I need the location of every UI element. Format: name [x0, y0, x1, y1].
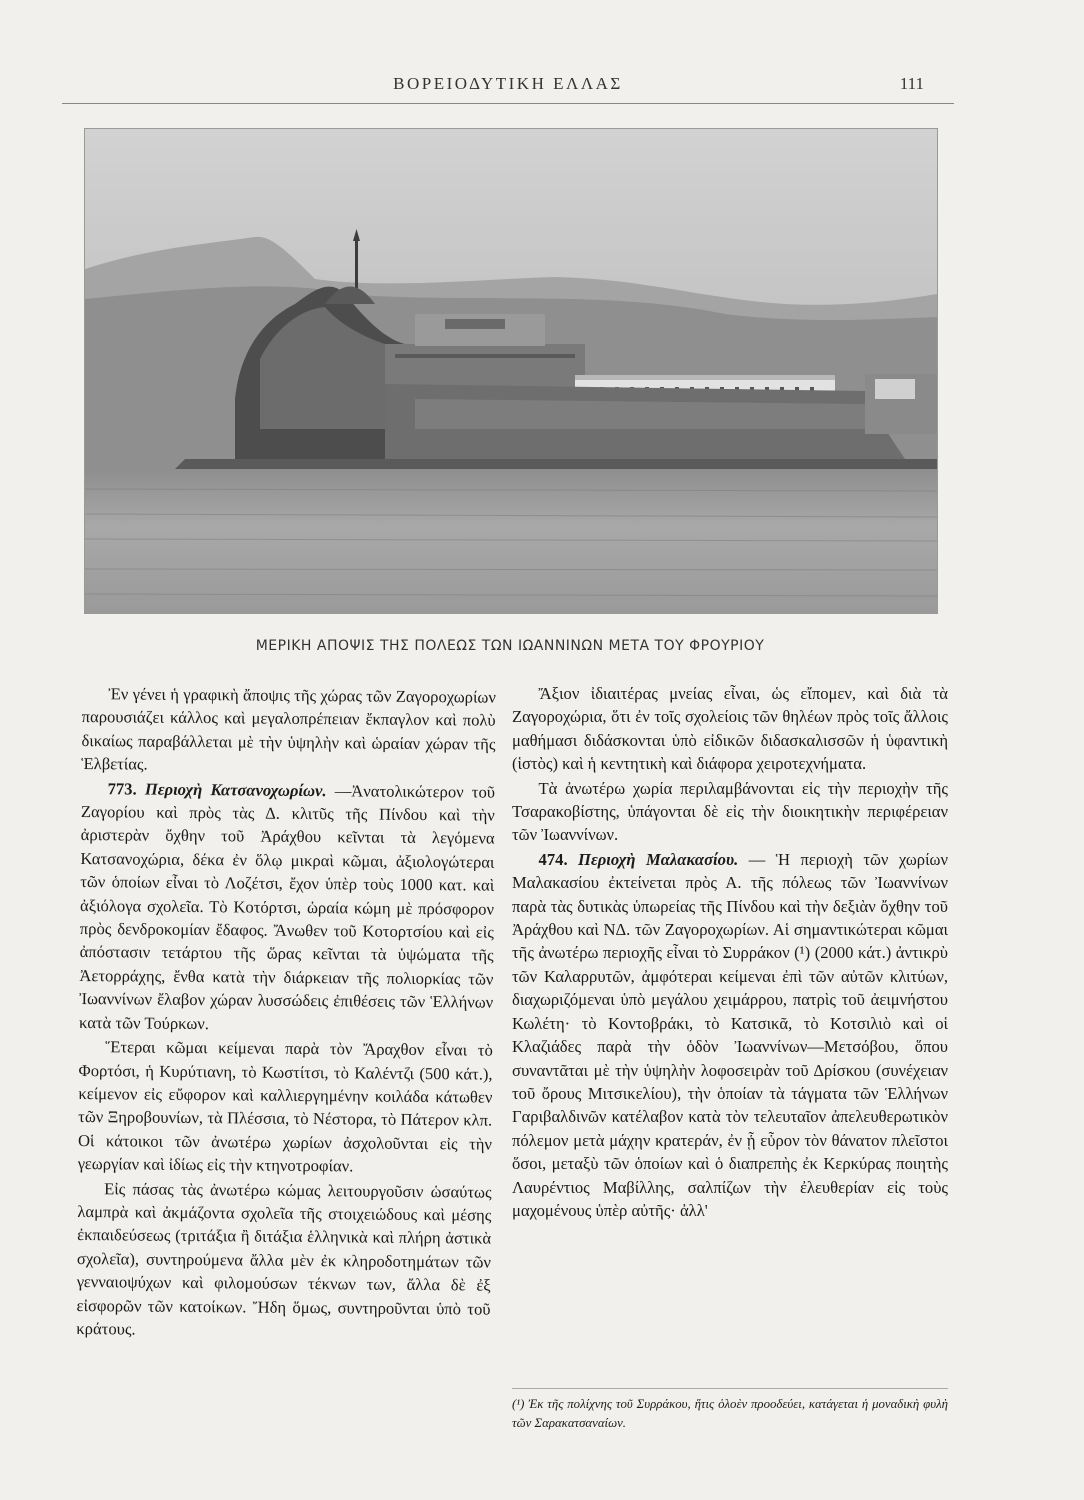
section-number: 773.	[107, 778, 137, 799]
page-header	[62, 70, 954, 104]
right-column	[512, 682, 948, 1223]
section-body: — Ἡ περιοχὴ τῶν χωρίων Μαλακασίου ἐκτείνεται πρὸς Α. τῆς πόλεως τῶν Ἰωαννίνων παρὰ τὰς δυτικὰς ὑπωρείας τῆς Πίνδου καὶ τὴν δεξιὰν ὄχθην τοῦ Ἀράχθου καὶ ΝΔ. τῶν Ζαγοροχωρίων. Αἱ σημαντικώτεραι κῶμαι τῆς ἀνωτέρω περιοχῆς εἶναι τὸ Συρράκον (¹) (2000 κάτ.) ἀντικρὺ τῶν Καλαρρυτῶν, ἀμφότεραι κείμεναι ἐπὶ τῶν αὐτῶν κλιτύων, διαχωριζόμεναι ὑπὸ μεγάλου χειμάρρου, πατρὶς τοῦ ἀειμνήστου Κωλέτη· τὸ Κοντοβράκι, τὸ Κατσικᾶ, τὸ Κοτσιλιὸ καὶ οἱ Κλαζιάδες παρὰ τὴν ὁδὸν Ἰωαννίνων—Μετσόβου, ὅπου συναντᾶται μὲ τὴν ὑψηλὴν λοφοσειρὰν τοῦ Δρίσκου (συνέχειαν τοῦ ὄρους Μιτσικελίου), τὴν ὁποίαν τὰ τάγματα τῶν Ἑλλήνων Γαριβαλδινῶν κατέλαβον κατὰ τὸν τελευταῖον ἀπελευθερωτικὸν πόλεμον μετὰ μάχην κρατεράν, ἐν ᾗ εὗρον τὸν θάνατον πλεῖστοι ὅσοι, μεταξὺ τῶν ὁποίων καὶ ὁ διαπρεπὴς ἐκ Κερκύρας ποιητὴς Λαυρέντιος Μαβίλλης, σαλπίζων τὴν ἐλευθερίαν εἰς τοὺς μαχομένους ὑπὲρ αὐτῆς· ἀλλ'	[512, 849, 948, 1220]
paragraph-schools: Εἰς πάσας τὰς ἀνωτέρω κώμας λειτουργοῦσιν ὡσαύτως λαμπρὰ καὶ ἀκμάζοντα σχολεῖα τῆς στοιχειώδους καὶ μέσης ἐκπαιδεύσεως (τριτάξια ἢ διτάξια ἑλληνικὰ καὶ πλήρη ἀστικὰ σχολεῖα), συντηρούμενα ἄλλα μὲν ἐκ κληροδοτημάτων τῶν γενναιοψύχων καὶ φιλομούσων τέκνων των, ἄλλα δὲ ἐξ εἰσφορῶν τῶν κατοίκων. Ἤδη ὅμως, συντηροῦνται ὑπὸ τοῦ κράτους.	[76, 1178, 492, 1339]
header-rule	[62, 103, 954, 104]
paragraph-girls-schools: Ἄξιον ἰδιαιτέρας μνείας εἶναι, ὡς εἴπομεν, καὶ διὰ τὰ Ζαγοροχώρια, ὅτι ἐν τοῖς σχολείοις τῶν θηλέων πρὸς τοῖς ἄλλοις μαθήμασι διδάσκονται ὑπὸ εἰδικῶν διδασκαλισσῶν ἡ ὑφαντικὴ (ἱστὸς) καὶ ἡ κεντητικὴ καὶ διάφορα χειροτεχνήματα.	[512, 684, 948, 774]
section-heading: Περιοχὴ Μαλακασίου.	[578, 849, 739, 869]
left-column	[76, 682, 496, 1345]
paragraph-arachthos-villages: Ἕτεραι κῶμαι κείμεναι παρὰ τὸν Ἄραχθον εἶναι τὸ Φορτόσι, ἡ Κυρύτιανη, τὸ Κωστίτσι, τὸ Καλέντζι (500 κάτ.), κείμενον εἰς εὔφορον καὶ καλλιεργημένην κοιλάδα κάτωθεν τῶν Ξηροβουνίων, τὰ Πλέσσια, τὸ Νέστορα, τὸ Πάτερον κλπ. Οἱ κάτοικοι τῶν ἀνωτέρω χωρίων ἀσχολοῦνται εἰς τὴν γεωργίαν καὶ ἰδίως εἰς τὴν κτηνοτροφίαν.	[77, 1037, 493, 1176]
running-title: ΒΟΡΕΙΟΔΥΤΙΚΗ ΕΛΛΑΣ	[393, 74, 623, 93]
figure-caption: ΜΕΡΙΚΗ ΑΠΟΨΙΣ ΤΗΣ ΠΟΛΕΩΣ ΤΩΝ ΙΩΑΝΝΙΝΩΝ ΜΕΤΑ ΤΟΥ ΦΡΟΥΡΙΟΥ	[255, 638, 765, 654]
footnote: (¹) Ἐκ τῆς πολίχνης τοῦ Συρράκου, ἥτις ὁλοὲν προοδεύει, κατάγεται ἡ μοναδικὴ φυλὴ τῶν Σαρακατσαναίων.	[512, 1388, 948, 1433]
page-number: 111	[899, 74, 924, 93]
section-heading: Περιοχὴ Κατσανοχωρίων.	[144, 779, 327, 800]
ioannina-castle-photo	[84, 128, 938, 614]
paragraph-zagori-landscape: Ἐν γένει ἡ γραφικὴ ἄποψις τῆς χώρας τῶν Ζαγοροχωρίων παρουσιάζει κάλλος καὶ μεγαλοπρέπειαν ἔκπαγλον καὶ πολὺ δικαίως παραβάλλεται μὲ τὴν ὑψηλὴν καὶ ὡραίαν χώραν τῆς Ἑλβετίας.	[81, 684, 496, 774]
section-body: —Ἀνατολικώτερον τοῦ Ζαγορίου καὶ πρὸς τὰς Δ. κλιτῦς τῆς Πίνδου καὶ τὴν ἀριστερὰν ὄχθην τοῦ Ἀράχθου κεῖνται τὰ λεγόμενα Κατσανοχώρια, δέκα ἐν ὅλῳ μικραὶ κῶμαι, ἀξιολογώτεραι τῶν ὁποίων εἶναι τὸ Λοζέτσι, ἔχον ὑπὲρ τοὺς 1000 κατ. καὶ ἀξιόλογα σχολεῖα. Τὸ Κοτόρτσι, ὡραία κώμη μὲ πρόσφορον πρὸς δενδροκομίαν ἔδαφος. Ἄνωθεν τοῦ Κοτορτσίου καὶ εἰς ἀπόστασιν τετάρτου τῆς ὥρας κεῖνται τὰ ὑψώματα τῆς Ἀετορράχης, ἔνθα κατὰ τὴν διάρκειαν τῆς πολιορκίας τῶν Ἰωαννίνων ἔλαβον χώραν λυσσώδεις ἐπιθέσεις τῶν Ἑλλήνων κατὰ τῶν Τούρκων.	[78, 780, 496, 1033]
section-number: 474.	[538, 849, 568, 869]
section-473	[79, 777, 495, 1038]
section-474	[512, 848, 948, 1223]
castle-photo-illustration	[85, 129, 937, 613]
paragraph-tsarakovisti: Τὰ ἀνωτέρω χωρία περιλαμβάνονται εἰς τὴν περιοχὴν τῆς Τσαρακοβίστης, ὑπάγονται δὲ εἰς τὴν διοικητικὴν περιφέρειαν τῶν Ἰωαννίνων.	[512, 778, 948, 845]
